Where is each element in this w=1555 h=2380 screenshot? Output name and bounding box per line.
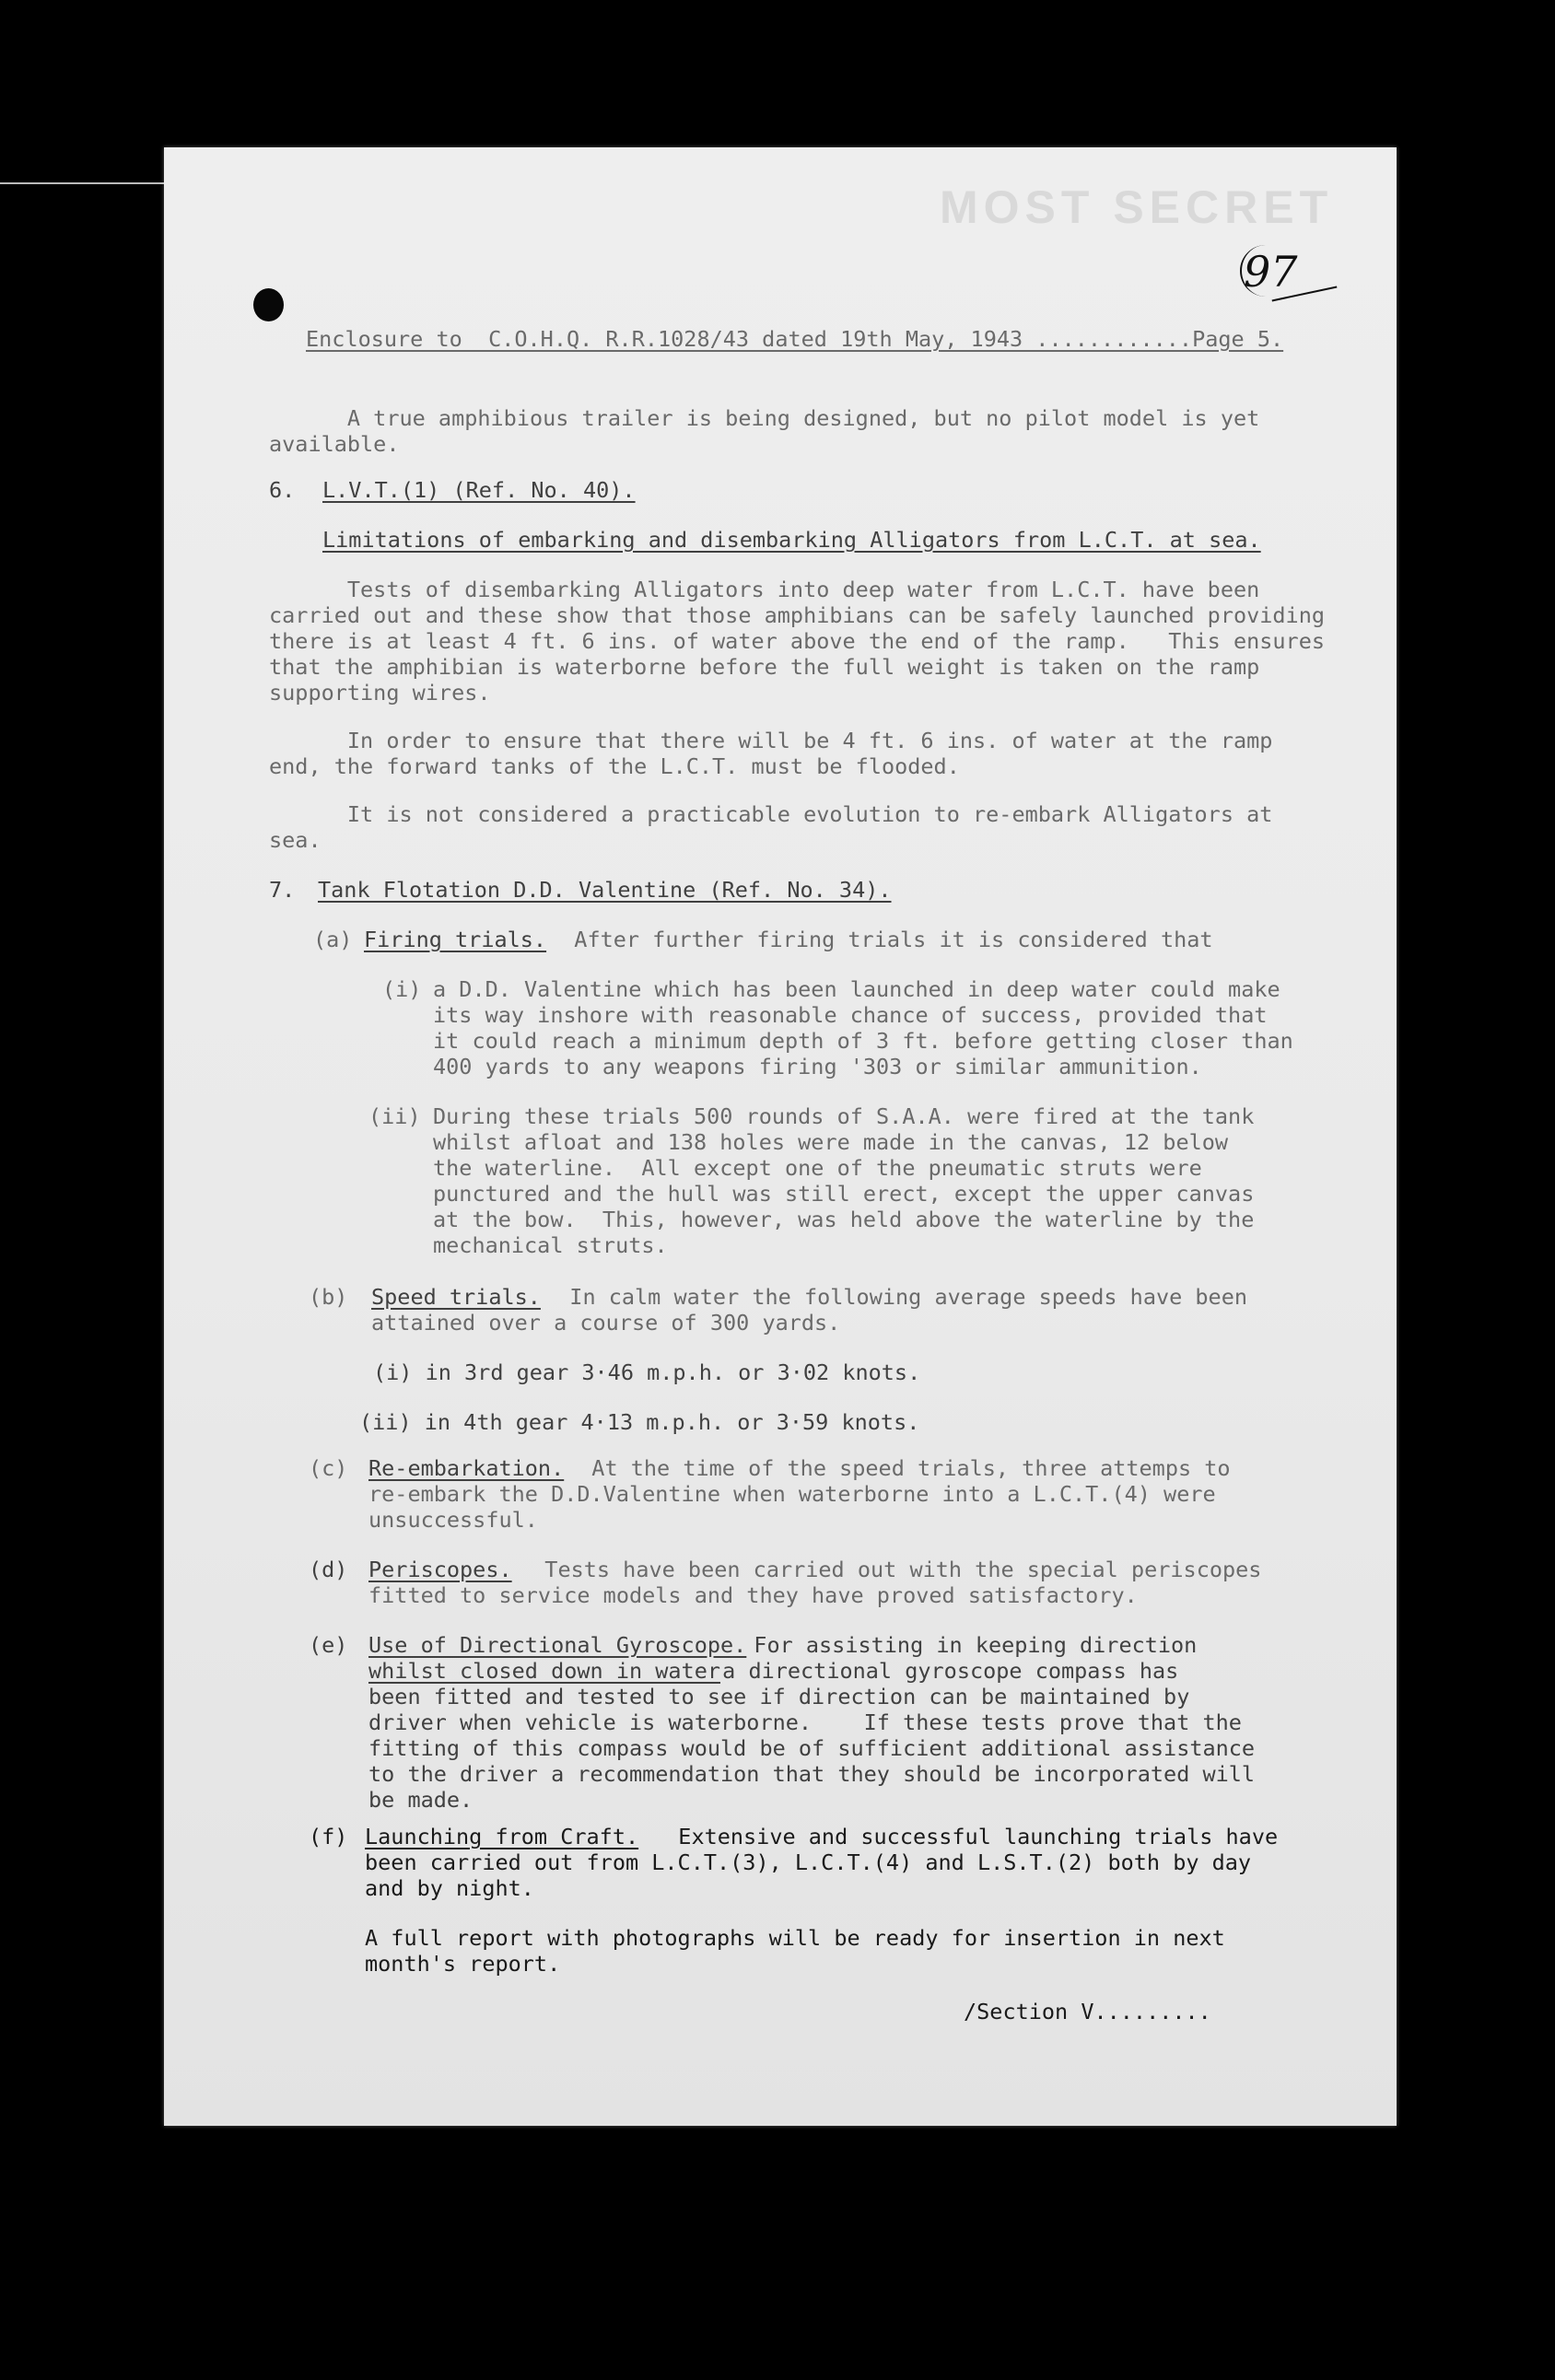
item-c-label: (c)	[309, 1455, 348, 1481]
item-a-ii-line1: During these trials 500 rounds of S.A.A. were fired at the tank	[433, 1103, 1255, 1129]
item-a-ii-line5: at the bow. This, however, was held above the waterline by the	[433, 1207, 1255, 1232]
item-a-i-line4: 400 yards to any weapons firing '303 or similar ammunition.	[433, 1054, 1202, 1079]
item-f-text: Extensive and successful launching trials have	[652, 1824, 1279, 1849]
para-order-line1: In order to ensure that there will be 4 ft. 6 ins. of water at the ramp	[269, 728, 1273, 753]
para-trailer-line1: A true amphibious trailer is being designed, but no pilot model is yet	[269, 405, 1260, 431]
item-f-line3: and by night.	[365, 1875, 534, 1901]
para-tests-line2: carried out and these show that those amphibians can be safely launched providing	[269, 602, 1326, 628]
item-e-line3: been fitted and tested to see if direction can be maintained by	[368, 1684, 1190, 1709]
item-a-heading: Firing trials.	[364, 927, 547, 952]
para-trailer-line2: available.	[269, 431, 400, 457]
item-e-heading2: whilst closed down in water	[368, 1658, 721, 1684]
para-tests-line5: supporting wires.	[269, 680, 491, 706]
page-header: Enclosure to C.O.H.Q. R.R.1028/43 dated 19th May, 1943 ............Page 5.	[306, 326, 1284, 352]
item-b-text2: attained over a course of 300 yards.	[371, 1310, 841, 1336]
item-b-heading: Speed trials.	[371, 1284, 541, 1310]
item-d-heading: Periscopes.	[368, 1557, 512, 1582]
item-a-text: After further firing trials it is considered that	[548, 927, 1213, 952]
item-e-heading: Use of Directional Gyroscope.	[368, 1632, 747, 1658]
item-e-line7: be made.	[368, 1787, 474, 1813]
item-f-label: (f)	[309, 1824, 348, 1849]
item-b-i: (i) in 3rd gear 3·46 m.p.h. or 3·02 knots.	[373, 1359, 921, 1385]
section-7-number: 7.	[269, 877, 296, 903]
item-b-text: In calm water the following average speeds have been	[544, 1284, 1248, 1310]
security-stamp: MOST SECRET	[940, 181, 1334, 233]
folio-number: 97	[1244, 247, 1298, 297]
item-c-text2: re-embark the D.D.Valentine when waterborne into a L.C.T.(4) were	[368, 1481, 1216, 1507]
item-e-line5: fitting of this compass would be of sufficient additional assistance	[368, 1735, 1256, 1761]
para-reembark-line1: It is not considered a practicable evolution to re-embark Alligators at	[269, 801, 1273, 827]
item-a-i-line2: its way inshore with reasonable chance of success, provided that	[433, 1002, 1268, 1028]
item-a-i-label: (i)	[382, 976, 422, 1002]
item-a-ii-line6: mechanical struts.	[433, 1232, 668, 1258]
item-a-ii-label: (ii)	[368, 1103, 421, 1129]
item-a-ii-line2: whilst afloat and 138 holes were made in the canvas, 12 below	[433, 1129, 1229, 1155]
section-6-subtitle: Limitations of embarking and disembarking Alligators from L.C.T. at sea.	[322, 527, 1261, 553]
punch-hole	[253, 288, 284, 321]
para-reembark-line2: sea.	[269, 827, 322, 853]
para-tests-line3: there is at least 4 ft. 6 ins. of water above the end of the ramp. This ensures	[269, 628, 1326, 654]
item-e-text: For assisting in keeping direction	[728, 1632, 1198, 1658]
item-e-text2: a directional gyroscope compass has	[709, 1658, 1179, 1684]
item-f-heading: Launching from Craft.	[365, 1824, 639, 1849]
closing-line1: A full report with photographs will be ready for insertion in next	[365, 1925, 1225, 1951]
item-d-text2: fitted to service models and they have proved satisfactory.	[368, 1582, 1138, 1608]
continuation-footer: /Section V.........	[964, 1999, 1211, 2024]
item-e-line4: driver when vehicle is waterborne. If these tests prove that the	[368, 1709, 1242, 1735]
item-d-text: Tests have been carried out with the special periscopes	[519, 1557, 1262, 1582]
para-tests-line1: Tests of disembarking Alligators into deep water from L.C.T. have been	[269, 577, 1260, 602]
item-c-text: At the time of the speed trials, three attemps to	[566, 1455, 1231, 1481]
item-e-line6: to the driver a recommendation that they should be incorporated will	[368, 1761, 1256, 1787]
item-a-i-line3: it could reach a minimum depth of 3 ft. before getting closer than	[433, 1028, 1293, 1054]
item-b-label: (b)	[309, 1284, 348, 1310]
item-a-ii-line3: the waterline. All except one of the pneumatic struts were	[433, 1155, 1202, 1181]
item-a-i-line1: a D.D. Valentine which has been launched in deep water could make	[433, 976, 1280, 1002]
section-7-title: Tank Flotation D.D. Valentine (Ref. No. 34).	[318, 877, 892, 903]
item-f-line2: been carried out from L.C.T.(3), L.C.T.(4) and L.S.T.(2) both by day	[365, 1849, 1252, 1875]
section-6-title: L.V.T.(1) (Ref. No. 40).	[322, 477, 636, 503]
item-c-text3: unsuccessful.	[368, 1507, 538, 1533]
item-a-label: (a)	[313, 927, 353, 952]
item-b-ii: (ii) in 4th gear 4·13 m.p.h. or 3·59 knots.	[359, 1409, 920, 1435]
item-a-ii-line4: punctured and the hull was still erect, except the upper canvas	[433, 1181, 1255, 1207]
item-e-label: (e)	[309, 1632, 348, 1658]
item-c-heading: Re-embarkation.	[368, 1455, 565, 1481]
closing-line2: month's report.	[365, 1951, 561, 1977]
item-d-label: (d)	[309, 1557, 348, 1582]
section-6-number: 6.	[269, 477, 296, 503]
para-order-line2: end, the forward tanks of the L.C.T. must be flooded.	[269, 753, 960, 779]
para-tests-line4: that the amphibian is waterborne before the full weight is taken on the ramp	[269, 654, 1260, 680]
